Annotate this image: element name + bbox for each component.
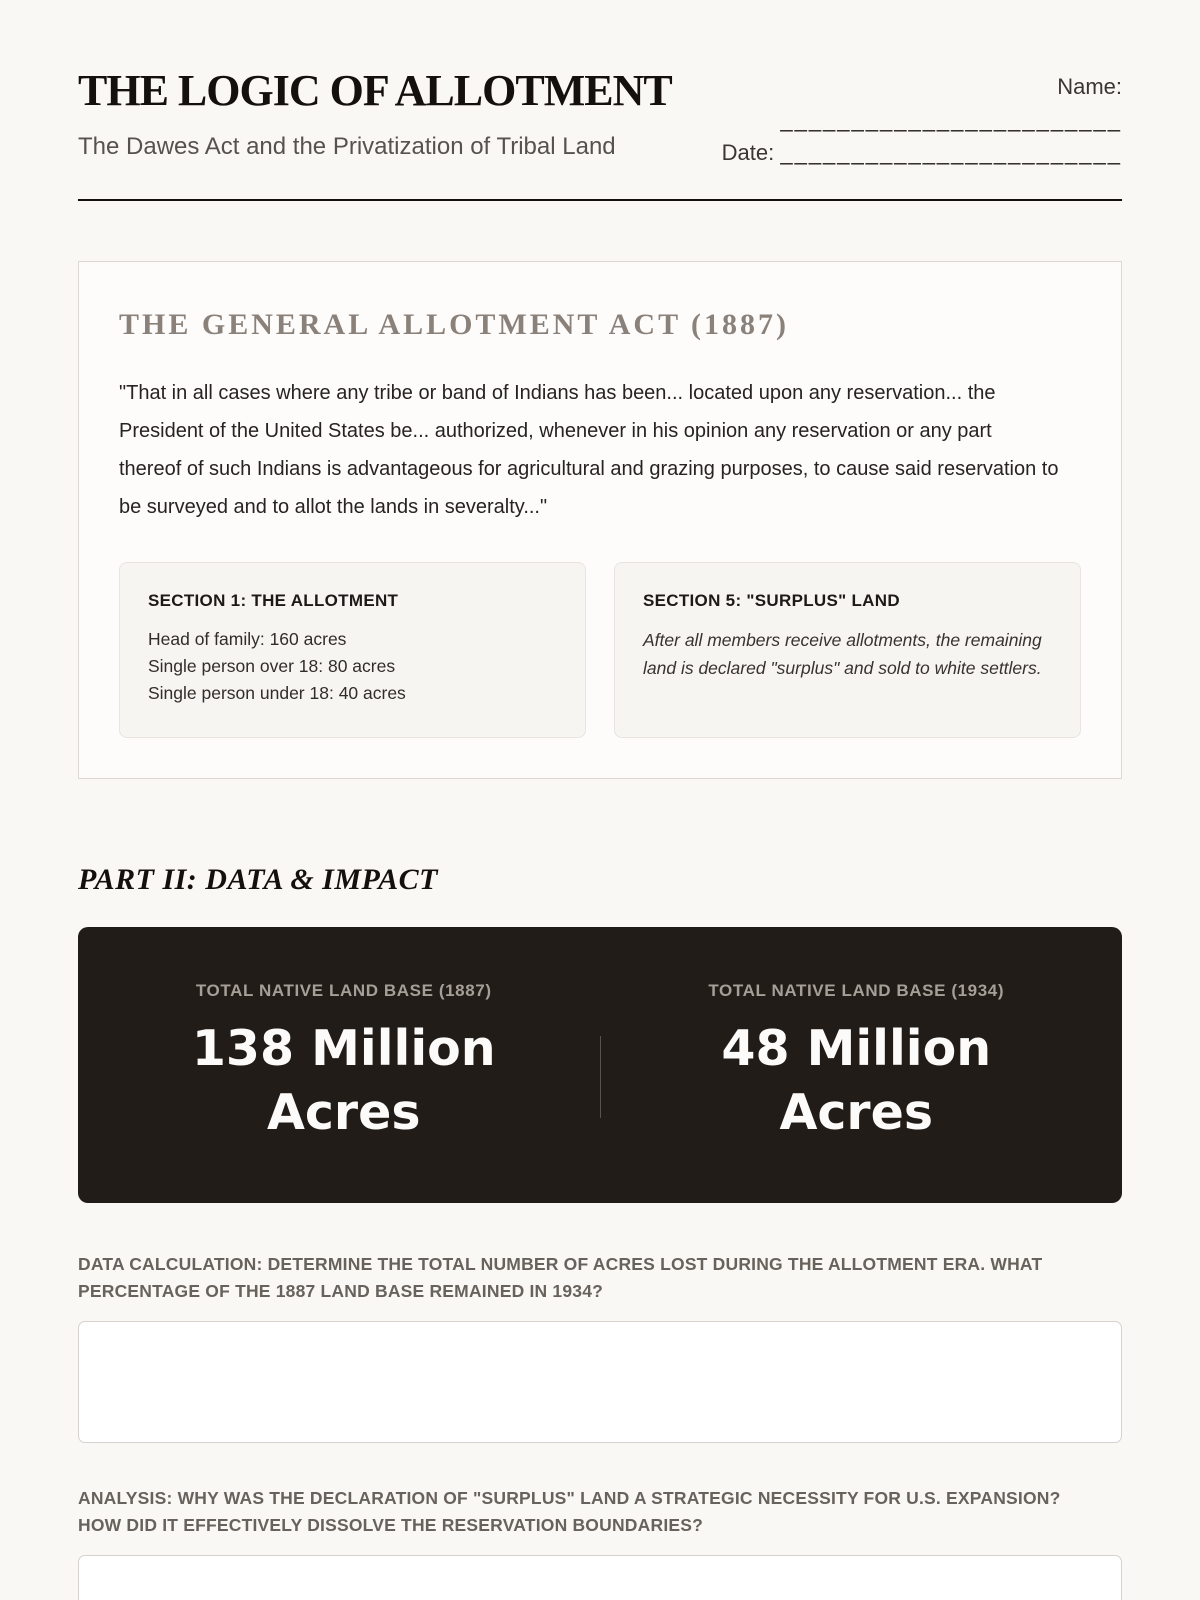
stat-1934	[601, 981, 1113, 1144]
act-cards	[119, 562, 1081, 738]
date-label: Date:	[721, 140, 775, 165]
section-1-card	[119, 562, 586, 738]
analysis-answer-textarea[interactable]	[78, 1555, 1122, 1600]
stat-1887-value: 138 Million Acres	[191, 1020, 496, 1142]
data-calculation-prompt: DATA CALCULATION: DETERMINE THE TOTAL NUMBER OF ACRES LOST DURING THE ALLOTMENT ERA. WHAT PERCENTAGE OF THE 1887 LAND BASE REMAINED IN 1934?	[78, 1253, 1043, 1301]
worksheet-page	[78, 0, 1122, 1600]
stat-1934-label: TOTAL NATIVE LAND BASE (1934)	[708, 981, 1005, 1001]
name-label: Name:	[1057, 74, 1122, 99]
allotment-rule-line: Single person under 18: 40 acres	[148, 683, 406, 704]
stat-1934-value: 48 Million Acres	[721, 1020, 992, 1142]
header	[78, 68, 1122, 169]
section-5-card	[614, 562, 1081, 738]
section-1-heading: SECTION 1: THE ALLOTMENT	[148, 591, 399, 610]
page-title: THE LOGIC OF ALLOTMENT	[78, 66, 672, 115]
allotment-act-section	[78, 261, 1122, 779]
land-base-stats-panel	[78, 927, 1122, 1202]
section-5-heading: SECTION 5: "SURPLUS" LAND	[643, 591, 900, 610]
name-fill-line: ________________________	[780, 107, 1122, 132]
stat-1887	[88, 981, 600, 1144]
stat-1887-label: TOTAL NATIVE LAND BASE (1887)	[195, 981, 492, 1001]
act-quote: "That in all cases where any tribe or band of Indians has been... located upon any reservation... the President of the United States be... authorized, whenever in his opinion any reservation or any part thereof of such Indians is advantageous for agricultural and grazing purposes, to cause said reservation to be surveyed and to allot the lands in severalty..."	[119, 382, 1059, 518]
analysis-prompt: ANALYSIS: WHY WAS THE DECLARATION OF "SURPLUS" LAND A STRATEGIC NECESSITY FOR U.S. EXPANSION? HOW DID IT EFFECTIVELY DISSOLVE THE RESERVATION BOUNDARIES?	[78, 1488, 1061, 1536]
name-date-block	[692, 68, 1122, 169]
act-heading: THE GENERAL ALLOTMENT ACT (1887)	[119, 308, 790, 341]
part2-heading: PART II: DATA & IMPACT	[78, 863, 438, 897]
allotment-rule-line: Head of family: 160 acres	[148, 629, 347, 649]
date-fill-line: ________________________	[780, 140, 1122, 165]
page-subtitle: The Dawes Act and the Privatization of Tribal Land	[78, 133, 616, 161]
data-calculation-answer-textarea[interactable]	[78, 1321, 1122, 1443]
date-row	[692, 136, 1122, 169]
allotment-rule-line: Single person over 18: 80 acres	[148, 656, 396, 677]
header-title-block	[78, 68, 692, 165]
header-divider	[78, 199, 1122, 201]
section-5-body: After all members receive allotments, the remaining land is declared "surplus" and sold to white settlers.	[643, 630, 1042, 678]
